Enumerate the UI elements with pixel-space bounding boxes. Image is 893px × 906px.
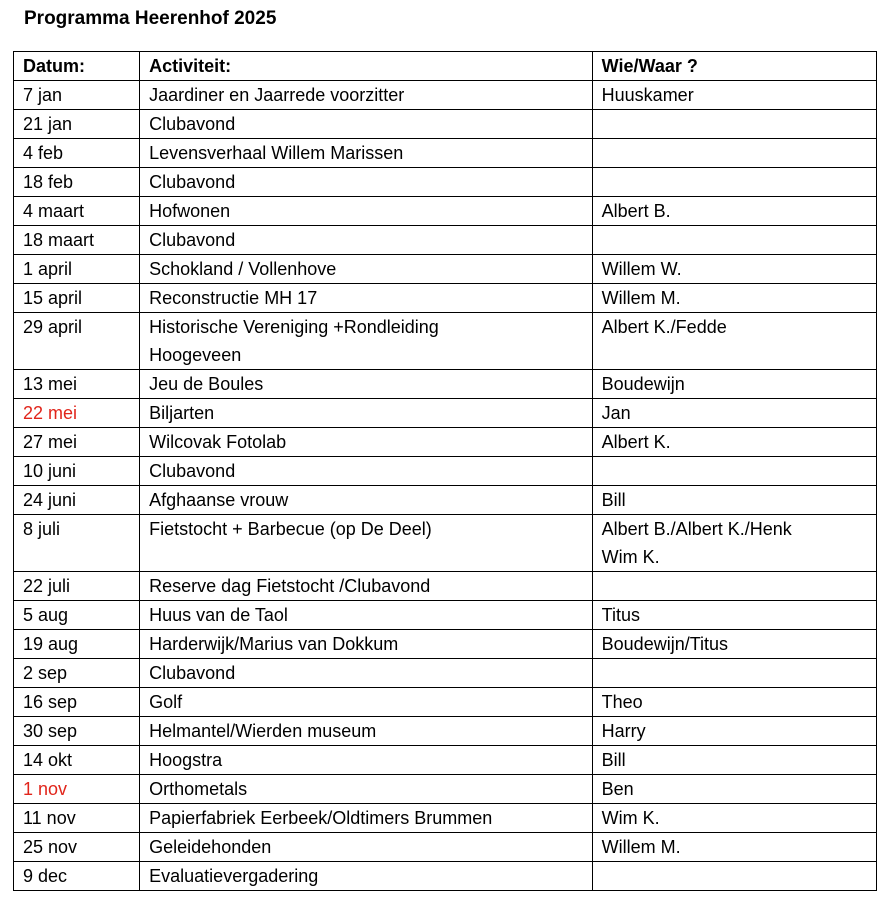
row-who-where: [592, 775, 876, 804]
row-who-where: [592, 428, 876, 457]
row-date: 16 sep: [14, 688, 140, 717]
row-activity: [140, 370, 593, 399]
row-activity: [140, 717, 593, 746]
row-date: 7 jan: [14, 81, 140, 110]
row-activity: [140, 313, 593, 370]
activity-text: Hofwonen: [149, 201, 231, 221]
activity-text: Levensverhaal Willem Marissen: [149, 143, 404, 163]
activity-text: Jeu de Boules: [149, 374, 264, 394]
activity-text: Golf: [149, 692, 183, 712]
row-date: 1 nov: [14, 775, 140, 804]
row-activity: [140, 428, 593, 457]
row-activity: [140, 457, 593, 486]
who-where-text: Albert B.: [601, 201, 671, 221]
table-row: [14, 284, 877, 313]
row-activity: [140, 659, 593, 688]
row-who-where: [592, 659, 876, 688]
row-who-where: [592, 226, 876, 255]
activity-text: Biljarten: [149, 403, 215, 423]
activity-text: Hoogstra: [149, 750, 223, 770]
row-who-where: [592, 168, 876, 197]
activity-text: Clubavond: [149, 230, 236, 250]
activity-text: Clubavond: [149, 172, 236, 192]
table-row: [14, 81, 877, 110]
row-activity: [140, 139, 593, 168]
table-row: [14, 833, 877, 862]
who-where-text: Albert K./Fedde: [601, 317, 727, 337]
row-who-where: [592, 486, 876, 515]
table-row: [14, 139, 877, 168]
row-date: 29 april: [14, 313, 140, 370]
row-activity: [140, 804, 593, 833]
row-who-where: [592, 862, 876, 891]
row-who-where: [592, 717, 876, 746]
row-date: 1 april: [14, 255, 140, 284]
row-date: 9 dec: [14, 862, 140, 891]
row-activity: [140, 833, 593, 862]
row-activity: [140, 226, 593, 255]
row-date: 22 mei: [14, 399, 140, 428]
who-where-text: Albert B./Albert K./Henk: [601, 519, 792, 539]
row-who-where: [592, 833, 876, 862]
table-row: [14, 688, 877, 717]
row-activity: [140, 775, 593, 804]
column-header-who-where: Wie/Waar ?: [592, 52, 876, 81]
row-date: 11 nov: [14, 804, 140, 833]
column-header-date: Datum:: [14, 52, 140, 81]
row-activity: [140, 399, 593, 428]
activity-text: Geleidehonden: [149, 837, 272, 857]
table-row: [14, 226, 877, 255]
row-date: 21 jan: [14, 110, 140, 139]
activity-text: Orthometals: [149, 779, 248, 799]
row-date: 5 aug: [14, 601, 140, 630]
row-who-where: [592, 399, 876, 428]
row-activity: [140, 746, 593, 775]
row-date: 10 juni: [14, 457, 140, 486]
row-who-where: [592, 139, 876, 168]
row-who-where: [592, 255, 876, 284]
activity-text: Evaluatievergadering: [149, 866, 319, 886]
activity-text: Helmantel/Wierden museum: [149, 721, 377, 741]
table-row: [14, 804, 877, 833]
table-row: [14, 862, 877, 891]
who-where-text: Jan: [601, 403, 631, 423]
activity-text: Reserve dag Fietstocht /Clubavond: [149, 576, 431, 596]
row-activity: [140, 255, 593, 284]
row-date: 22 juli: [14, 572, 140, 601]
row-date: 18 feb: [14, 168, 140, 197]
table-row: [14, 746, 877, 775]
who-where-text: Titus: [601, 605, 640, 625]
who-where-text: Bill: [601, 490, 626, 510]
table-row: [14, 515, 877, 572]
activity-text: Afghaanse vrouw: [149, 490, 289, 510]
table-row: [14, 197, 877, 226]
table-row: [14, 659, 877, 688]
row-who-where: [592, 457, 876, 486]
table-row: [14, 630, 877, 659]
activity-text: Clubavond: [149, 461, 236, 481]
who-where-text: Bill: [601, 750, 626, 770]
row-date: 25 nov: [14, 833, 140, 862]
row-who-where: [592, 572, 876, 601]
table-row: [14, 457, 877, 486]
row-who-where: [592, 81, 876, 110]
table-row: [14, 313, 877, 370]
row-date: 30 sep: [14, 717, 140, 746]
who-where-text: Harry: [601, 721, 646, 741]
who-where-text: Boudewijn/Titus: [601, 634, 729, 654]
column-header-activity: Activiteit:: [140, 52, 593, 81]
activity-text: Wilcovak Fotolab: [149, 432, 287, 452]
row-activity: [140, 110, 593, 139]
row-who-where: [592, 313, 876, 370]
who-where-text: Willem M.: [601, 288, 681, 308]
table-row: [14, 168, 877, 197]
who-where-text: Wim K.: [601, 547, 660, 567]
table-row: [14, 110, 877, 139]
row-who-where: [592, 370, 876, 399]
who-where-text: Ben: [601, 779, 634, 799]
row-activity: [140, 515, 593, 572]
row-who-where: [592, 746, 876, 775]
row-activity: [140, 81, 593, 110]
row-activity: [140, 197, 593, 226]
row-activity: [140, 630, 593, 659]
row-activity: [140, 601, 593, 630]
row-date: 8 juli: [14, 515, 140, 572]
row-who-where: [592, 630, 876, 659]
row-date: 4 feb: [14, 139, 140, 168]
row-who-where: [592, 197, 876, 226]
who-where-text: Wim K.: [601, 808, 660, 828]
activity-text: Clubavond: [149, 663, 236, 683]
row-date: 24 juni: [14, 486, 140, 515]
table-row: [14, 717, 877, 746]
page-title: Programma Heerenhof 2025: [24, 8, 277, 29]
row-who-where: [592, 110, 876, 139]
activity-text: Harderwijk/Marius van Dokkum: [149, 634, 399, 654]
row-activity: [140, 168, 593, 197]
row-date: 15 april: [14, 284, 140, 313]
activity-text: Papierfabriek Eerbeek/Oldtimers Brummen: [149, 808, 493, 828]
row-who-where: [592, 601, 876, 630]
activity-text: Schokland / Vollenhove: [149, 259, 337, 279]
table-row: [14, 775, 877, 804]
row-activity: [140, 862, 593, 891]
row-date: 2 sep: [14, 659, 140, 688]
who-where-text: Huuskamer: [601, 85, 694, 105]
table-row: [14, 572, 877, 601]
row-date: 19 aug: [14, 630, 140, 659]
row-activity: [140, 486, 593, 515]
table-header-row: [14, 52, 877, 81]
table-row: [14, 601, 877, 630]
activity-text: Jaardiner en Jaarrede voorzitter: [149, 85, 405, 105]
table-row: [14, 399, 877, 428]
row-date: 13 mei: [14, 370, 140, 399]
activity-text: Huus van de Taol: [149, 605, 288, 625]
program-table-body: [14, 81, 877, 891]
row-activity: [140, 688, 593, 717]
who-where-text: Willem W.: [601, 259, 682, 279]
table-row: [14, 428, 877, 457]
who-where-text: Boudewijn: [601, 374, 685, 394]
table-row: [14, 486, 877, 515]
row-activity: [140, 284, 593, 313]
row-who-where: [592, 515, 876, 572]
row-date: 18 maart: [14, 226, 140, 255]
row-date: 14 okt: [14, 746, 140, 775]
row-date: 27 mei: [14, 428, 140, 457]
activity-text: Historische Vereniging +Rondleiding: [149, 317, 439, 337]
row-who-where: [592, 688, 876, 717]
who-where-text: Albert K.: [601, 432, 671, 452]
who-where-text: Theo: [601, 692, 643, 712]
activity-text: Fietstocht + Barbecue (op De Deel): [149, 519, 432, 539]
row-who-where: [592, 284, 876, 313]
activity-text: Reconstructie MH 17: [149, 288, 318, 308]
activity-text: Clubavond: [149, 114, 236, 134]
activity-text: Hoogeveen: [149, 345, 242, 365]
row-who-where: [592, 804, 876, 833]
who-where-text: Willem M.: [601, 837, 681, 857]
row-activity: [140, 572, 593, 601]
table-row: [14, 255, 877, 284]
table-row: [14, 370, 877, 399]
program-table: [13, 51, 877, 891]
row-date: 4 maart: [14, 197, 140, 226]
